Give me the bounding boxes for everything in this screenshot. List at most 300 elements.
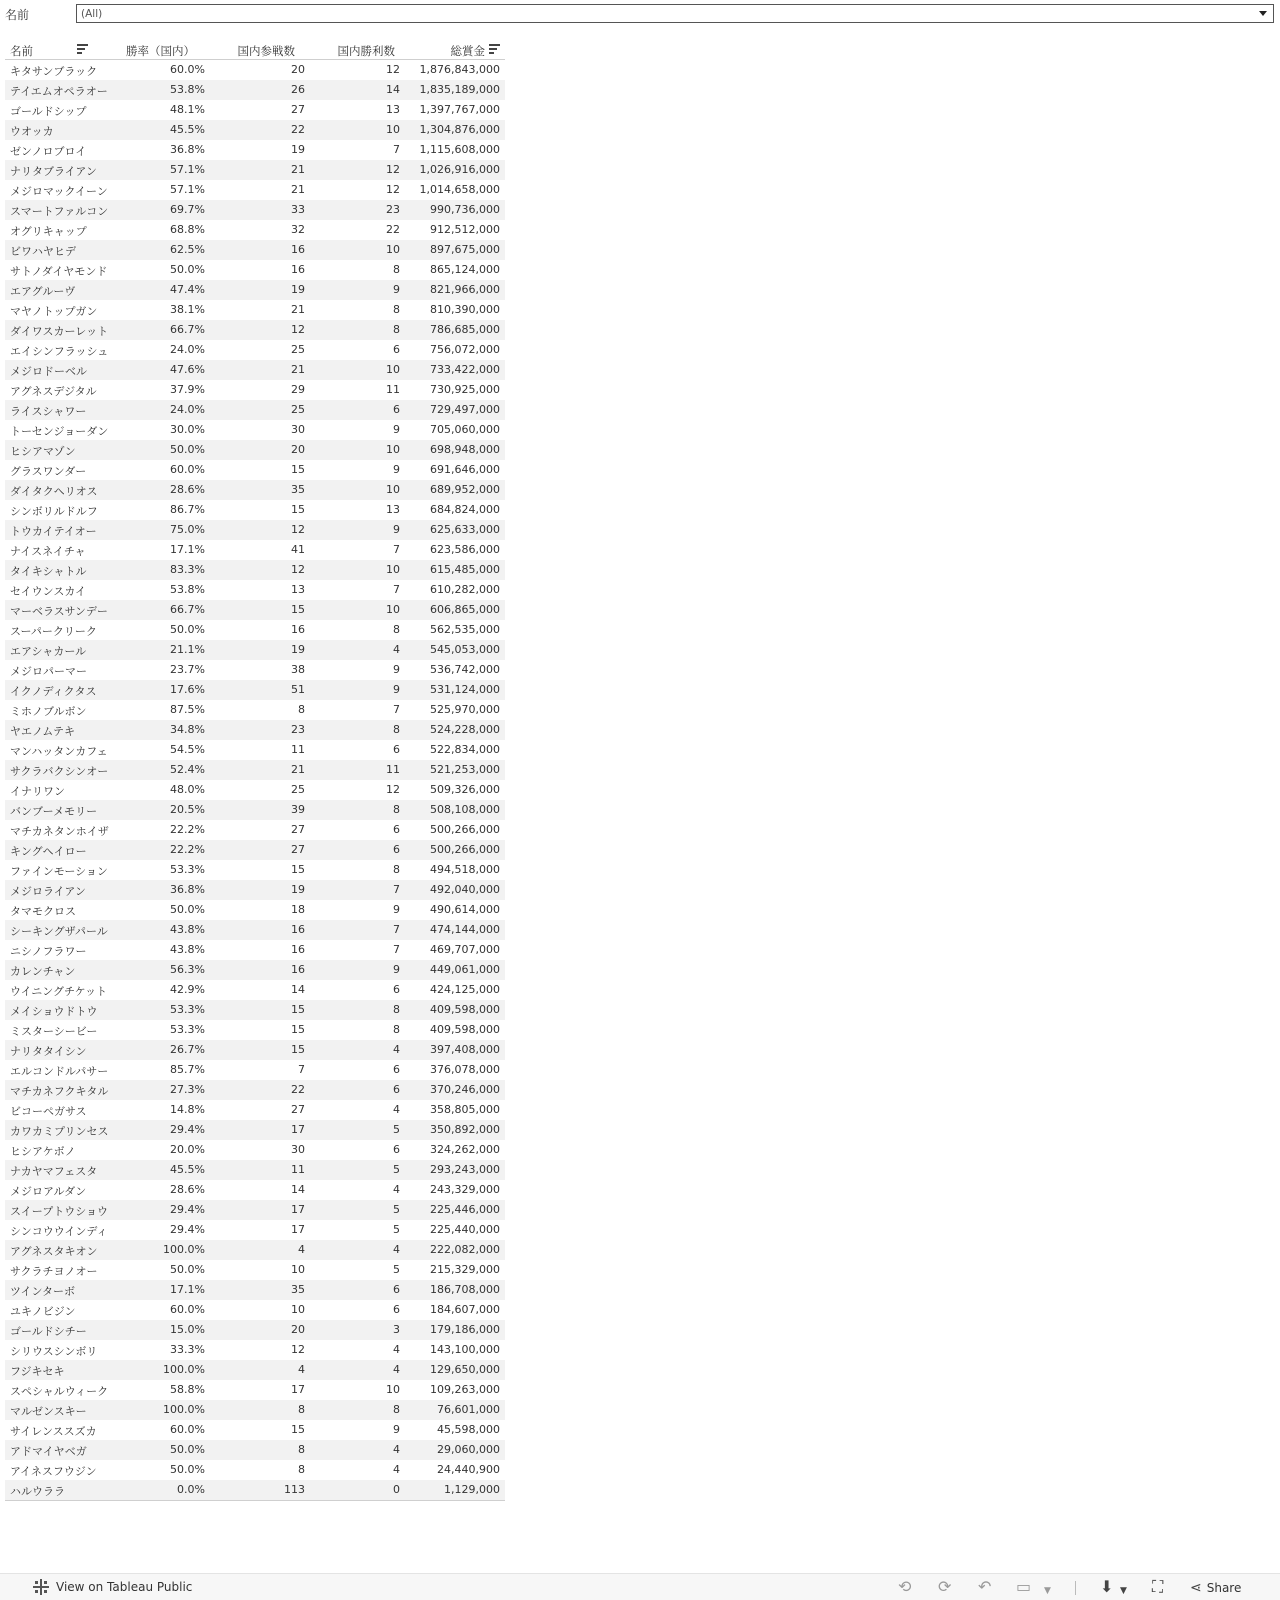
cell-starts: 8 [298,1443,305,1456]
cell-starts: 16 [291,263,305,276]
cell-name: マーベラスサンデー [10,605,108,618]
cell-name: ゴールドシップ [10,105,87,118]
cell-win-rate: 43.8% [170,923,205,936]
cell-wins: 8 [393,723,400,736]
cell-name: マヤノトップガン [10,305,98,318]
cell-win-rate: 29.4% [170,1223,205,1236]
cell-total-prize: 76,601,000 [437,1403,500,1416]
cell-name: スーパークリーク [10,625,97,638]
table-row[interactable] [5,1120,505,1140]
cell-total-prize: 729,497,000 [430,403,500,416]
cell-starts: 35 [291,1283,305,1296]
cell-total-prize: 508,108,000 [430,803,500,816]
cell-wins: 8 [393,1023,400,1036]
table-row[interactable] [5,1020,505,1040]
cell-win-rate: 66.7% [170,603,205,616]
name-filter-dropdown[interactable] [76,4,1274,23]
cell-name: トウカイテイオー [10,525,97,538]
cell-total-prize: 184,607,000 [430,1303,500,1316]
cell-wins: 4 [393,1443,400,1456]
cell-win-rate: 37.9% [170,383,205,396]
cell-wins: 12 [386,183,400,196]
undo-icon[interactable]: ⟲ [898,1577,912,1596]
cell-total-prize: 225,440,000 [430,1223,500,1236]
table-row[interactable] [5,1260,505,1280]
table-row[interactable] [5,480,505,500]
download-icon[interactable]: ⬇ [1100,1577,1114,1596]
cell-win-rate: 42.9% [170,983,205,996]
cell-starts: 21 [291,763,305,776]
cell-name: トーセンジョーダン [10,425,109,438]
cell-name: ウイニングチケット [10,985,108,998]
table-row[interactable] [5,1440,505,1460]
cell-win-rate: 14.8% [170,1103,205,1116]
cell-total-prize: 610,282,000 [430,583,500,596]
cell-name: ヒシアケボノ [10,1145,76,1158]
cell-win-rate: 75.0% [170,523,205,536]
cell-starts: 21 [291,163,305,176]
cell-total-prize: 293,243,000 [430,1163,500,1176]
cell-wins: 7 [393,143,400,156]
cell-name: サクラチヨノオー [10,1265,98,1278]
table-row[interactable] [5,740,505,760]
cell-win-rate: 45.5% [170,123,205,136]
table-row[interactable] [5,200,505,220]
cell-starts: 20 [291,443,305,456]
cell-total-prize: 705,060,000 [430,423,500,436]
table-row[interactable] [5,1040,505,1060]
cell-starts: 14 [291,983,305,996]
table-row[interactable] [5,520,505,540]
table-row[interactable] [5,700,505,720]
cell-starts: 19 [291,883,305,896]
cell-total-prize: 990,736,000 [430,203,500,216]
table-row[interactable] [5,840,505,860]
cell-starts: 15 [291,503,305,516]
cell-total-prize: 545,053,000 [430,643,500,656]
cell-wins: 14 [386,83,400,96]
table-row[interactable] [5,1100,505,1120]
cell-name: マルゼンスキー [10,1405,87,1418]
cell-total-prize: 1,129,000 [444,1483,500,1496]
table-row[interactable] [5,240,505,260]
filter-label: 名前 [5,8,30,22]
cell-starts: 41 [291,543,305,556]
download-menu-chevron-icon[interactable]: ▼ [1120,1586,1127,1596]
cell-wins: 6 [393,343,400,356]
table-row[interactable] [5,680,505,700]
cell-wins: 6 [393,1283,400,1296]
cell-wins: 9 [393,663,400,676]
table-row[interactable] [5,160,505,180]
cell-total-prize: 1,026,916,000 [419,163,500,176]
cell-win-rate: 20.5% [170,803,205,816]
cell-starts: 17 [291,1383,305,1396]
column-header-name[interactable]: 名前 [10,44,33,58]
cell-win-rate: 50.0% [170,263,205,276]
cell-wins: 5 [393,1123,400,1136]
table-row[interactable] [5,640,505,660]
cell-name: ナカヤマフェスタ [10,1165,98,1178]
cell-win-rate: 48.0% [170,783,205,796]
cell-name: マチカネフクキタル [10,1085,109,1098]
column-header-total-prize[interactable]: 総賞金 [450,44,485,58]
table-row[interactable] [5,1320,505,1340]
cell-wins: 7 [393,883,400,896]
table-row[interactable] [5,300,505,320]
cell-win-rate: 53.8% [170,583,205,596]
table-row[interactable] [5,820,505,840]
cell-win-rate: 54.5% [170,743,205,756]
cell-wins: 5 [393,1163,400,1176]
cell-name: シンボリルドルフ [10,505,98,518]
table-row[interactable] [5,380,505,400]
cell-starts: 10 [291,1263,305,1276]
cell-name: エアグルーヴ [10,285,76,298]
cell-starts: 8 [298,1463,305,1476]
cell-total-prize: 562,535,000 [430,623,500,636]
cell-wins: 12 [386,163,400,176]
cell-win-rate: 27.3% [170,1083,205,1096]
cell-starts: 17 [291,1223,305,1236]
cell-total-prize: 536,742,000 [430,663,500,676]
cell-total-prize: 179,186,000 [430,1323,500,1336]
cell-wins: 13 [386,103,400,116]
cell-name: ファインモーション [10,865,108,878]
table-row[interactable] [5,220,505,240]
table-row[interactable] [5,780,505,800]
cell-starts: 32 [291,223,305,236]
cell-win-rate: 53.8% [170,83,205,96]
cell-wins: 23 [386,203,400,216]
table-row[interactable] [5,1280,505,1300]
cell-total-prize: 449,061,000 [430,963,500,976]
cell-starts: 16 [291,943,305,956]
cell-win-rate: 28.6% [170,483,205,496]
cell-win-rate: 21.1% [170,643,205,656]
cell-starts: 11 [291,743,305,756]
cell-wins: 5 [393,1203,400,1216]
cell-win-rate: 50.0% [170,1443,205,1456]
cell-win-rate: 100.0% [163,1243,205,1256]
cell-win-rate: 60.0% [170,1303,205,1316]
cell-starts: 15 [291,1423,305,1436]
cell-win-rate: 24.0% [170,343,205,356]
cell-total-prize: 756,072,000 [430,343,500,356]
cell-name: キングヘイロー [10,845,87,858]
cell-starts: 51 [291,683,305,696]
cell-starts: 13 [291,583,305,596]
cell-name: グラスワンダー [10,465,87,478]
cell-wins: 0 [393,1483,400,1496]
table-row[interactable] [5,80,505,100]
cell-wins: 8 [393,623,400,636]
cell-wins: 22 [386,223,400,236]
table-row[interactable] [5,660,505,680]
cell-name: マンハッタンカフェ [10,745,108,758]
cell-name: シーキングザパール [10,925,108,938]
cell-wins: 6 [393,843,400,856]
cell-total-prize: 409,598,000 [430,1023,500,1036]
table-row[interactable] [5,580,505,600]
cell-wins: 4 [393,1103,400,1116]
cell-starts: 19 [291,643,305,656]
fullscreen-icon[interactable]: ⛶ [1152,1577,1164,1596]
cell-name: ゴールドシチー [10,1325,87,1338]
cell-starts: 14 [291,1183,305,1196]
table-row[interactable] [5,860,505,880]
cell-total-prize: 324,262,000 [430,1143,500,1156]
cell-total-prize: 821,966,000 [430,283,500,296]
cell-total-prize: 222,082,000 [430,1243,500,1256]
table-row[interactable] [5,100,505,120]
sort-icon[interactable] [77,44,88,54]
cell-win-rate: 100.0% [163,1403,205,1416]
cell-name: メジロライアン [10,885,86,898]
table-row[interactable] [5,1080,505,1100]
cell-wins: 3 [393,1323,400,1336]
cell-name: テイエムオペラオー [10,85,108,98]
cell-win-rate: 50.0% [170,1263,205,1276]
cell-wins: 4 [393,643,400,656]
cell-starts: 12 [291,1343,305,1356]
cell-name: ビワハヤヒデ [10,245,76,258]
cell-wins: 5 [393,1223,400,1236]
cell-win-rate: 69.7% [170,203,205,216]
cell-total-prize: 524,228,000 [430,723,500,736]
cell-total-prize: 469,707,000 [430,943,500,956]
cell-starts: 12 [291,563,305,576]
cell-total-prize: 1,304,876,000 [419,123,500,136]
table-row[interactable] [5,760,505,780]
cell-total-prize: 492,040,000 [430,883,500,896]
share-button[interactable] [1190,1580,1241,1596]
cell-total-prize: 810,390,000 [430,303,500,316]
table-row[interactable] [5,1140,505,1160]
cell-wins: 8 [393,1403,400,1416]
cell-total-prize: 490,614,000 [430,903,500,916]
cell-total-prize: 1,014,658,000 [419,183,500,196]
cell-win-rate: 60.0% [170,1423,205,1436]
cell-total-prize: 474,144,000 [430,923,500,936]
table-row[interactable] [5,1400,505,1420]
cell-win-rate: 20.0% [170,1143,205,1156]
cell-name: ダイタクヘリオス [10,485,98,498]
cell-name: イナリワン [10,785,65,798]
cell-total-prize: 522,834,000 [430,743,500,756]
cell-name: ミホノブルボン [10,705,87,718]
table-row[interactable] [5,360,505,380]
cell-win-rate: 33.3% [170,1343,205,1356]
revert-icon[interactable]: ↶ [978,1577,992,1596]
cell-wins: 4 [393,1183,400,1196]
cell-win-rate: 60.0% [170,463,205,476]
cell-wins: 7 [393,543,400,556]
cell-total-prize: 376,078,000 [430,1063,500,1076]
table-row[interactable] [5,1360,505,1380]
cell-wins: 6 [393,1303,400,1316]
cell-name: スマートファルコン [10,205,109,218]
cell-starts: 30 [291,1143,305,1156]
table-row[interactable] [5,1420,505,1440]
table-row[interactable] [5,1380,505,1400]
cell-name: カワカミプリンセス [10,1125,109,1138]
table-row[interactable] [5,940,505,960]
cell-win-rate: 60.0% [170,63,205,76]
sort-icon[interactable] [489,44,500,54]
cell-starts: 8 [298,1403,305,1416]
table-row[interactable] [5,880,505,900]
cell-name: エルコンドルパサー [10,1065,109,1078]
cell-win-rate: 17.1% [170,543,205,556]
cell-total-prize: 684,824,000 [430,503,500,516]
table-row[interactable] [5,920,505,940]
cell-wins: 9 [393,1423,400,1436]
cell-win-rate: 58.8% [170,1383,205,1396]
column-header-wins[interactable]: 国内勝利数 [337,44,395,58]
table-row[interactable] [5,340,505,360]
table-row[interactable] [5,1200,505,1220]
cell-starts: 15 [291,1023,305,1036]
cell-wins: 9 [393,683,400,696]
cell-starts: 39 [291,803,305,816]
pause-icon[interactable]: ▭ [1016,1577,1032,1596]
table-row[interactable] [5,1000,505,1020]
cell-wins: 10 [386,363,400,376]
table-row[interactable] [5,1340,505,1360]
table-row[interactable] [5,1240,505,1260]
cell-name: ダイワスカーレット [10,325,109,338]
redo-icon[interactable]: ⟳ [938,1577,952,1596]
table-row[interactable] [5,960,505,980]
cell-total-prize: 521,253,000 [430,763,500,776]
cell-wins: 13 [386,503,400,516]
cell-wins: 8 [393,263,400,276]
cell-name: ライスシャワー [10,405,87,418]
table-row[interactable] [5,1480,505,1500]
cell-total-prize: 625,633,000 [430,523,500,536]
cell-wins: 9 [393,463,400,476]
cell-win-rate: 36.8% [170,883,205,896]
cell-total-prize: 691,646,000 [430,463,500,476]
cell-total-prize: 786,685,000 [430,323,500,336]
cell-win-rate: 0.0% [177,1483,205,1496]
table-row[interactable] [5,140,505,160]
cell-wins: 10 [386,483,400,496]
table-row[interactable] [5,1060,505,1080]
cell-win-rate: 17.1% [170,1283,205,1296]
cell-name: エイシンフラッシュ [10,345,109,358]
cell-win-rate: 87.5% [170,703,205,716]
cell-starts: 27 [291,843,305,856]
table-row[interactable] [5,400,505,420]
cell-name: メジロアルダン [10,1185,87,1198]
cell-total-prize: 24,440,900 [437,1463,500,1476]
cell-total-prize: 525,970,000 [430,703,500,716]
cell-wins: 6 [393,1143,400,1156]
cell-starts: 19 [291,143,305,156]
cell-win-rate: 34.8% [170,723,205,736]
cell-name: ナイスネイチャ [10,545,86,558]
cell-name: ユキノビジン [10,1305,76,1318]
cell-win-rate: 47.6% [170,363,205,376]
cell-starts: 10 [291,1303,305,1316]
cell-win-rate: 23.7% [170,663,205,676]
table-row[interactable] [5,800,505,820]
cell-total-prize: 29,060,000 [437,1443,500,1456]
view-on-tableau-public-label: View on Tableau Public [56,1580,193,1594]
share-label: Share [1206,1581,1242,1595]
cell-starts: 23 [291,723,305,736]
table-row[interactable] [5,280,505,300]
toolbar-divider [1075,1581,1076,1595]
cell-total-prize: 500,266,000 [430,823,500,836]
table-row[interactable] [5,600,505,620]
cell-name: スイープトウショウ [10,1205,109,1218]
column-header-starts[interactable]: 国内参戦数 [237,44,295,58]
table-row[interactable] [5,120,505,140]
cell-starts: 22 [291,1083,305,1096]
cell-win-rate: 17.6% [170,683,205,696]
cell-wins: 8 [393,803,400,816]
cell-name: メジロマックイーン [10,185,108,198]
cell-win-rate: 66.7% [170,323,205,336]
table-row[interactable] [5,900,505,920]
tableau-toolbar [0,1573,1280,1600]
cell-name: メジロドーベル [10,365,87,378]
cell-starts: 25 [291,403,305,416]
cell-wins: 7 [393,583,400,596]
table-row[interactable] [5,540,505,560]
cell-total-prize: 912,512,000 [430,223,500,236]
cell-total-prize: 897,675,000 [430,243,500,256]
table-row[interactable] [5,1220,505,1240]
table-row[interactable] [5,1160,505,1180]
pause-menu-chevron-icon[interactable]: ▼ [1044,1586,1051,1596]
cell-win-rate: 30.0% [170,423,205,436]
table-row[interactable] [5,180,505,200]
table-row[interactable] [5,320,505,340]
table-row[interactable] [5,980,505,1000]
cell-total-prize: 509,326,000 [430,783,500,796]
table-row[interactable] [5,500,505,520]
cell-total-prize: 45,598,000 [437,1423,500,1436]
cell-win-rate: 53.3% [170,863,205,876]
table-row[interactable] [5,460,505,480]
table-row[interactable] [5,620,505,640]
table-row[interactable] [5,560,505,580]
table-row[interactable] [5,440,505,460]
cell-wins: 11 [386,763,400,776]
table-row[interactable] [5,60,505,80]
cell-starts: 113 [284,1483,305,1496]
table-row[interactable] [5,260,505,280]
table-row[interactable] [5,1300,505,1320]
cell-starts: 17 [291,1203,305,1216]
table-row[interactable] [5,1460,505,1480]
cell-win-rate: 57.1% [170,183,205,196]
column-header-win-rate[interactable]: 勝率（国内） [126,44,195,58]
table-row[interactable] [5,420,505,440]
cell-name: サイレンススズカ [10,1425,97,1438]
cell-wins: 6 [393,823,400,836]
cell-win-rate: 50.0% [170,443,205,456]
view-on-tableau-public-link[interactable] [33,1579,192,1595]
table-row[interactable] [5,1180,505,1200]
cell-name: バンブーメモリー [10,805,98,818]
cell-name: ミスターシービー [10,1025,98,1038]
table-row[interactable] [5,720,505,740]
